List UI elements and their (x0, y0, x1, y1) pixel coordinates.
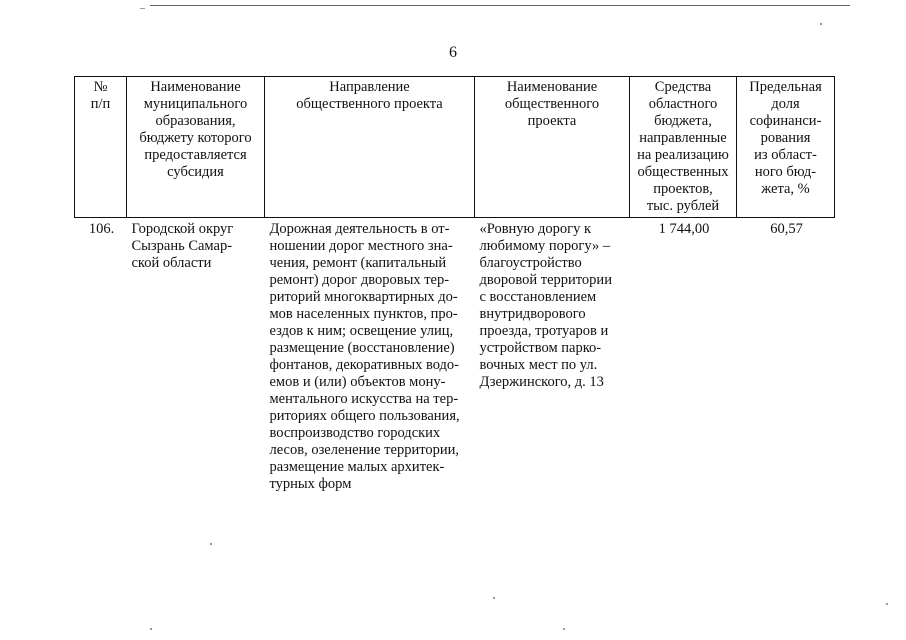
header-cofinancing-share: Предельная доля софинанси- рования из област- ного бюд- жета, % (737, 77, 835, 218)
scan-speck (493, 597, 495, 599)
row-budget-amount: 1 744,00 (658, 221, 710, 237)
scan-speck (820, 23, 822, 25)
scan-speck (563, 628, 565, 630)
scan-speck (210, 543, 212, 545)
scan-top-rule-fragment (140, 8, 145, 9)
subsidy-table (74, 76, 835, 495)
scan-speck (886, 603, 888, 605)
header-number: № п/п (75, 77, 127, 218)
row-municipality: Городской округ Сызрань Самар- ской области (131, 221, 234, 271)
row-cofinancing-share: 60,57 (770, 221, 803, 237)
header-budget-amount: Средства областного бюджета, направленные на реализацию общественных проектов, тыс. рублей (630, 77, 737, 218)
row-number: 106. (88, 221, 115, 237)
header-row (75, 77, 835, 218)
header-project-name: Наименование общественного проекта (475, 77, 630, 218)
header-direction: Направление общественного проекта (265, 77, 475, 218)
scan-speck (150, 628, 152, 630)
row-direction: Дорожная деятельность в от- ношении дорог местного зна- чения, ремонт (капитальный ремонт) дорог дворовых тер- риторий многоквартирных до- мов населенных пунктов, про- ездов к ним; освещение улиц, размещение (восстановление) фонтанов, декоративных водо- емов и (или) объектов мону- ментального искусства на тер- риториях общего пользования, воспроизводство городских лесов, озеленение территории, размещение малых архитек- турных форм (269, 221, 460, 492)
table-row (75, 218, 835, 496)
row-project-name: «Ровную дорогу к любимому порогу» – благоустройство дворовой территории с восстановлением внутридворового проезда, тротуаров и устройством парко- вочных мест по ул. Дзержинского, д. 13 (479, 221, 612, 390)
scan-top-rule (150, 5, 850, 6)
page-number: 6 (449, 44, 457, 61)
header-municipality: Наименование муниципального образования, бюджету которого предоставляется субсидия (127, 77, 265, 218)
table-header (75, 77, 835, 218)
